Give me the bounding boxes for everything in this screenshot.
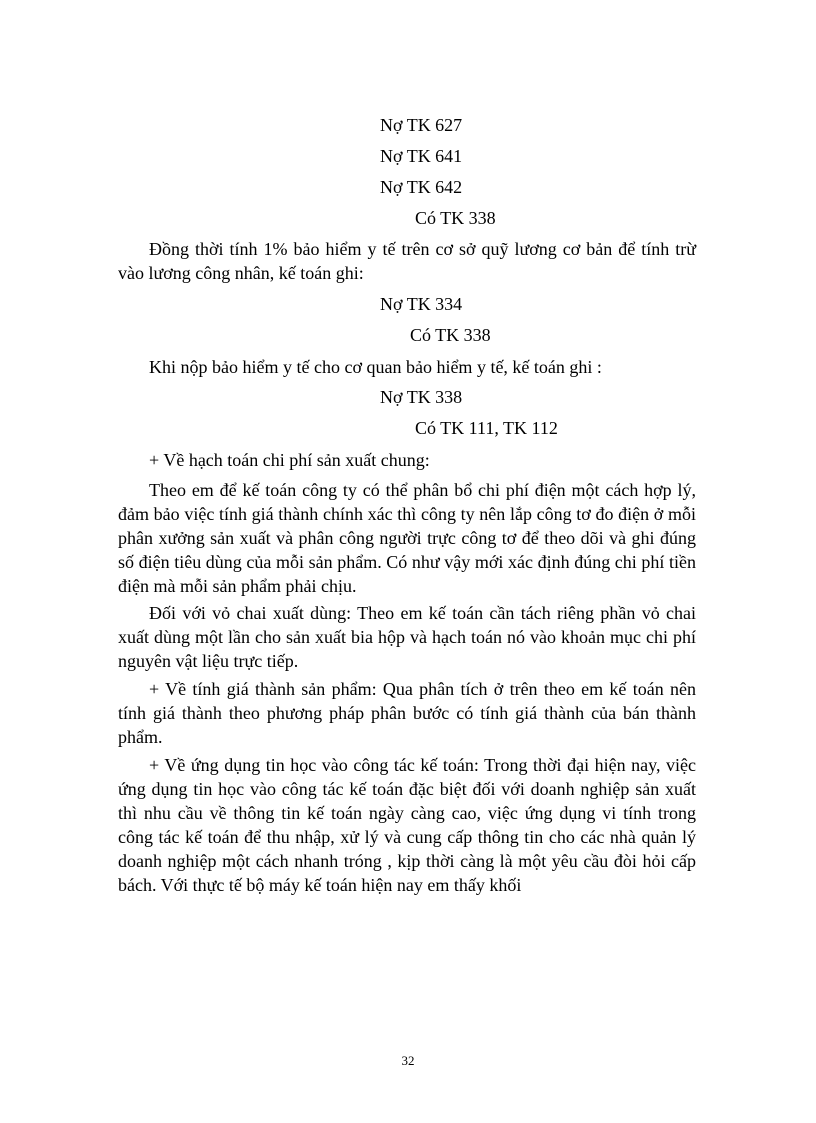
journal-entry-credit-338: Có TK 338 — [415, 208, 496, 228]
journal-entry-debit-641: Nợ TK 641 — [380, 146, 463, 166]
paragraph-product-costing: + Về tính giá thành sản phẩm: Qua phân tích ở trên theo em kế toán nên tính giá thành theo phương pháp phân bước có tính giá thành của bán thành phẩm. — [118, 679, 696, 747]
paragraph-it-application: + Về ứng dụng tin học vào công tác kế toán: Trong thời đại hiện nay, việc ứng dụng tin học vào công tác kế toán đặc biệt đối với doanh nghiệp sản xuất thì nhu cầu về thông tin kế toán ngày càng cao, việc ứng dụng vi tính trong công tác kế toán để thu nhập, xử lý và cung cấp thông tin cho các nhà quản lý doanh nghiệp một cách nhanh tróng , kịp thời càng là một yêu cầu đòi hỏi cấp bách. Với thực tế bộ máy kế toán hiện nay em thấy khối — [118, 755, 696, 895]
journal-entry-credit-338-second: Có TK 338 — [410, 325, 491, 345]
paragraph-bottle-shells: Đối với vỏ chai xuất dùng: Theo em kế toán cần tách riêng phần vỏ chai xuất dùng một lần cho sản xuất bia hộp và hạch toán nó vào khoản mục chi phí nguyên vật liệu trực tiếp. — [118, 603, 696, 671]
journal-entry-credit-111-112: Có TK 111, TK 112 — [415, 418, 558, 438]
paragraph-electricity-allocation: Theo em để kế toán công ty có thể phân bổ chi phí điện một cách hợp lý, đảm bảo việc tính giá thành chính xác thì công ty nên lắp công tơ đo điện ở mỗi phân xưởng sản xuất và phân công người trực công tơ để theo dõi và ghi đúng số điện tiêu dùng của mỗi sản phẩm. Có như vậy mới xác định đúng chi phí tiền điện mà mỗi sản phẩm phải chịu. — [118, 480, 696, 596]
journal-entry-debit-338: Nợ TK 338 — [380, 387, 463, 407]
journal-entry-debit-627: Nợ TK 627 — [380, 115, 463, 135]
paragraph-insurance-deduction: Đồng thời tính 1% bảo hiểm y tế trên cơ sở quỹ lương cơ bản để tính trừ vào lương công nhân, kế toán ghi: — [118, 239, 696, 283]
heading-overhead-costs: + Về hạch toán chi phí sản xuất chung: — [149, 450, 430, 470]
paragraph-insurance-payment: Khi nộp bảo hiểm y tế cho cơ quan bảo hiểm y tế, kế toán ghi : — [149, 357, 602, 377]
journal-entry-debit-642: Nợ TK 642 — [380, 177, 463, 197]
page-number: 32 — [401, 1053, 415, 1068]
journal-entry-debit-334: Nợ TK 334 — [380, 294, 463, 314]
